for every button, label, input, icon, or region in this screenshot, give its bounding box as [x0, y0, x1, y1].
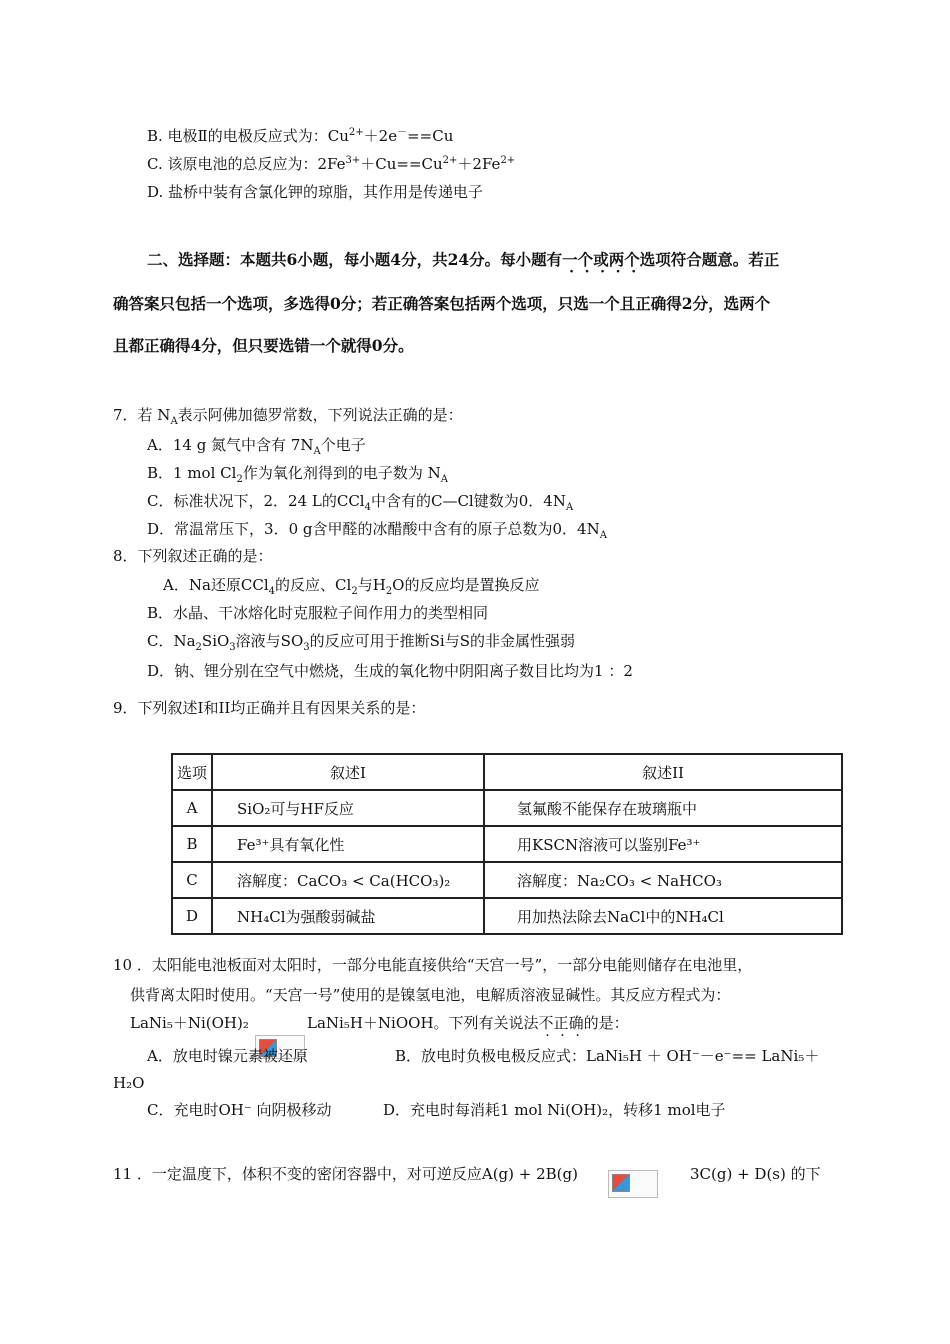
q8-option-a: A．Na还原CCl$_4$的反应、$Cl_2$与$H_2O$的反应均是置换反应 [163, 576, 540, 597]
section2-instructions-line3: 且都正确得4分，但只要选错一个就得0分。 [113, 336, 414, 355]
broken-image-icon [612, 1174, 630, 1192]
row-statement-1: NH₄Cl为强酸弱碱盐 [212, 898, 484, 934]
header-statement-1: 叙述Ⅰ [212, 754, 484, 790]
q10-option-b-wrap: H₂O [113, 1074, 145, 1092]
q11-stem-end: 3C(g) + D(s) 的下 [690, 1165, 821, 1183]
table-row [172, 790, 842, 826]
q10-option-d: D．充电时每消耗1 mol Ni(OH)₂，转移1 mol电子 [383, 1101, 726, 1119]
row-option: C [172, 862, 212, 898]
row-statement-1: 溶解度：CaCO₃ < Ca(HCO₃)₂ [212, 862, 484, 898]
q6-option-b: B. 电极Ⅱ的电极反应式为：$Cu^{2+}+2e^-==Cu$ [147, 127, 454, 145]
section2-instructions-line2: 确答案只包括一个选项，多选得0分；若正确答案包括两个选项，只选一个且正确得2分，选两个 [113, 294, 771, 313]
q7-option-a: A．14 g 氮气中含有 $7N_A$个电子 [147, 436, 366, 457]
row-option: A [172, 790, 212, 826]
row-statement-2: 氢氟酸不能保存在玻璃瓶中 [484, 790, 842, 826]
q6-option-c: C. 该原电池的总反应为：$2Fe^{3+}+Cu==Cu^{2+}+2Fe^{2+}$ [147, 155, 516, 173]
q10-equation-left: LaNi₅＋Ni(OH)₂ [130, 1014, 249, 1032]
q7-option-c: C．标准状况下，2．24 L的CCl$_4$中含有的C—Cl键数为0．$4N_A$ [147, 492, 574, 513]
q8-option-b: B．水晶、干冰熔化时克服粒子间作用力的类型相同 [147, 604, 489, 622]
row-option: D [172, 898, 212, 934]
section2-instructions-line1: 二、选择题：本题共6小题，每小题4分，共24分。每小题有一个或两个选项符合题意。若正 [147, 250, 780, 269]
q10-option-a: A．放电时镍元素被还原 [147, 1047, 308, 1065]
q6-option-d: D. 盐桥中装有含氯化钾的琼脂，其作用是传递电子 [147, 183, 484, 201]
row-statement-2: 用加热法除去NaCl中的NH₄Cl [484, 898, 842, 934]
q11-stem-start: 11 ．一定温度下，体积不变的密闭容器中，对可逆反应A(g) + 2B(g) [113, 1165, 578, 1183]
table-row [172, 898, 842, 934]
row-statement-2: 用KSCN溶液可以鉴别Fe³⁺ [484, 826, 842, 862]
q8-option-c: C．$Na_2SiO_3$溶液与$SO_3$的反应可用于推断Si与S的非金属性强弱 [147, 632, 575, 653]
q9-table [171, 753, 843, 935]
row-statement-2: 溶解度：Na₂CO₃ < NaHCO₃ [484, 862, 842, 898]
q10-stem-line1: 10 ．太阳能电池板面对太阳时，一部分电能直接供给“天宫一号”，一部分电能则储存在电池里， [113, 956, 753, 974]
q8-option-d: D．钠、锂分别在空气中燃烧，生成的氧化物中阴阳离子数目比均为1 ：2 [147, 662, 633, 680]
row-option: B [172, 826, 212, 862]
q10-option-c: C．充电时OH⁻ 向阴极移动 [147, 1101, 332, 1119]
row-statement-1: Fe³⁺具有氧化性 [212, 826, 484, 862]
q10-equation-right: LaNi₅H＋NiOOH。下列有关说法不正确的是： [307, 1014, 629, 1032]
q8-stem: 8．下列叙述正确的是： [113, 547, 273, 565]
table-row [172, 826, 842, 862]
reversible-arrow-image-2 [608, 1170, 658, 1198]
table-row [172, 862, 842, 898]
header-statement-2: 叙述ⅠⅠ [484, 754, 842, 790]
q7-stem: 7．若 $N_A$表示阿佛加德罗常数，下列说法正确的是： [113, 406, 463, 427]
table-header-row [172, 754, 842, 790]
row-statement-1: SiO₂可与HF反应 [212, 790, 484, 826]
q7-option-d: D．常温常压下，3．0 g含甲醛的冰醋酸中含有的原子总数为0．$4N_A$ [147, 520, 607, 541]
header-option: 选项 [172, 754, 212, 790]
q9-stem: 9．下列叙述Ⅰ和ⅠⅠ均正确并且有因果关系的是： [113, 699, 426, 717]
q10-stem-line2: 供背离太阳时使用。“天宫一号”使用的是镍氢电池，电解质溶液显碱性。其反应方程式为： [130, 986, 731, 1004]
q7-option-b: B．1 mol $Cl_2$作为氧化剂得到的电子数为 $N_A$ [147, 464, 448, 485]
q10-option-b: B．放电时负极电极反应式：LaNi₅H ＋ OH⁻－e⁻== LaNi₅＋ [395, 1047, 820, 1065]
